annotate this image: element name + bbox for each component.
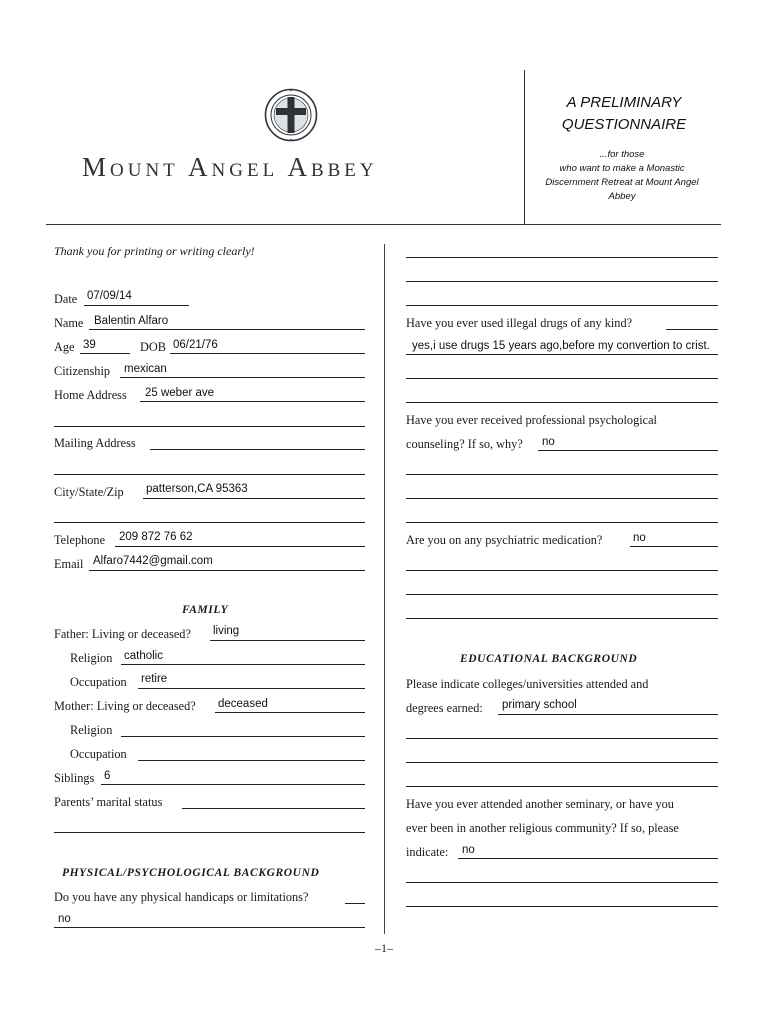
header-vertical-rule	[524, 70, 525, 224]
telephone-field[interactable]	[115, 546, 365, 547]
seminary-line-3[interactable]	[406, 906, 718, 907]
colleges-label-1: Please indicate colleges/universities attended and	[406, 677, 649, 691]
siblings-field[interactable]	[101, 784, 365, 785]
siblings-label: Siblings	[54, 771, 95, 785]
dob-label: DOB	[140, 340, 166, 354]
mother-religion-field[interactable]	[121, 736, 365, 737]
colleges-line-3[interactable]	[406, 762, 718, 763]
date-value: 07/09/14	[87, 290, 132, 302]
marital-status-label: Parents’ marital status	[54, 795, 163, 809]
column-divider	[384, 244, 385, 934]
counseling-value: no	[542, 436, 555, 448]
colleges-line-4[interactable]	[406, 786, 718, 787]
counseling-line-3[interactable]	[406, 498, 718, 499]
education-heading: EDUCATIONAL BACKGROUND	[460, 653, 638, 665]
home-address-value: 25 weber ave	[145, 387, 215, 399]
counseling-line-2[interactable]	[406, 474, 718, 475]
citizenship-label: Citizenship	[54, 364, 111, 378]
dob-value: 06/21/76	[173, 339, 218, 351]
handicaps-value: no	[58, 913, 71, 925]
title-line-2: QUESTIONNAIRE	[561, 116, 687, 133]
subtitle-line-2: who want to make a Monastic	[559, 163, 685, 174]
mother-occupation-label: Occupation	[70, 747, 127, 761]
mother-religion-label: Religion	[70, 723, 113, 737]
email-field[interactable]	[89, 570, 365, 571]
age-value: 39	[83, 339, 96, 351]
physical-heading: PHYSICAL/PSYCHOLOGICAL BACKGROUND	[62, 867, 320, 879]
subtitle-line-1: ...for those	[599, 149, 645, 160]
drugs-label: Have you ever used illegal drugs of any kind?	[406, 316, 633, 330]
colleges-value: primary school	[502, 699, 577, 711]
colleges-line-2[interactable]	[406, 738, 718, 739]
citizenship-value: mexican	[124, 363, 167, 375]
father-occupation-value: retire	[141, 673, 168, 685]
handicaps-field[interactable]	[345, 903, 365, 904]
blank-line-3[interactable]	[406, 305, 718, 306]
abbey-seal-icon	[264, 88, 318, 142]
dob-field[interactable]	[170, 353, 365, 354]
citizenship-field[interactable]	[120, 377, 365, 378]
counseling-label-1: Have you ever received professional psychological	[406, 413, 657, 427]
city-value: patterson,CA 95363	[146, 483, 248, 495]
medication-line-3[interactable]	[406, 594, 718, 595]
medication-field[interactable]	[630, 546, 718, 547]
page-subtitle	[530, 148, 714, 204]
family-heading: FAMILY	[182, 604, 229, 616]
handicaps-label: Do you have any physical handicaps or limitations?	[54, 890, 309, 904]
date-label: Date	[54, 292, 78, 306]
father-value: living	[213, 625, 240, 637]
father-field[interactable]	[210, 640, 365, 641]
abbey-name: Mount Angel Abbey	[82, 152, 378, 182]
title-line-1: A PRELIMINARY	[566, 94, 682, 111]
drugs-field[interactable]	[666, 329, 718, 330]
medication-line-4[interactable]	[406, 618, 718, 619]
abbey-logo	[70, 70, 510, 200]
name-label: Name	[54, 316, 84, 330]
seminary-line-2[interactable]	[406, 882, 718, 883]
colleges-label-2: degrees earned:	[406, 701, 483, 715]
father-occupation-label: Occupation	[70, 675, 127, 689]
subtitle-line-4: Abbey	[608, 191, 636, 202]
marital-status-field[interactable]	[182, 808, 365, 809]
counseling-field[interactable]	[538, 450, 718, 451]
drugs-line-4[interactable]	[406, 402, 718, 403]
mother-occupation-field[interactable]	[138, 760, 365, 761]
name-value: Balentin Alfaro	[94, 315, 169, 327]
age-field[interactable]	[80, 353, 130, 354]
home-address-label: Home Address	[54, 388, 127, 402]
seminary-label-3: indicate:	[406, 845, 449, 859]
seminary-label-1: Have you ever attended another seminary, or have you	[406, 797, 674, 811]
intro-text: Thank you for printing or writing clearly!	[54, 244, 255, 258]
page-number: –1–	[375, 941, 393, 955]
telephone-value: 209 872 76 62	[119, 531, 193, 543]
email-label: Email	[54, 557, 84, 571]
father-occupation-field[interactable]	[138, 688, 365, 689]
seminary-value: no	[462, 844, 475, 856]
mother-field[interactable]	[215, 712, 365, 713]
counseling-label-2: counseling? If so, why?	[406, 437, 523, 451]
seminary-field[interactable]	[458, 858, 718, 859]
drugs-value: yes,i use drugs 15 years ago,before my convertion to crist.	[412, 340, 710, 352]
age-label: Age	[54, 340, 75, 354]
mother-value: deceased	[218, 698, 268, 710]
medication-label: Are you on any psychiatric medication?	[406, 533, 603, 547]
email-value: Alfaro7442@gmail.com	[93, 555, 213, 567]
colleges-field[interactable]	[498, 714, 718, 715]
mother-label: Mother: Living or deceased?	[54, 699, 196, 713]
mailing-address-label: Mailing Address	[54, 436, 136, 450]
home-address-field[interactable]	[140, 401, 365, 402]
date-field[interactable]	[84, 305, 189, 306]
home-address-line-2[interactable]	[54, 426, 365, 427]
counseling-line-4[interactable]	[406, 522, 718, 523]
mailing-address-field[interactable]	[150, 449, 365, 450]
father-religion-field[interactable]	[121, 664, 365, 665]
city-label: City/State/Zip	[54, 485, 124, 499]
father-label: Father: Living or deceased?	[54, 627, 191, 641]
drugs-line-3[interactable]	[406, 378, 718, 379]
handicaps-line-2[interactable]	[54, 927, 365, 928]
seminary-label-2: ever been in another religious community? If so, please	[406, 821, 679, 835]
mailing-address-line-2[interactable]	[54, 474, 365, 475]
father-religion-value: catholic	[124, 650, 163, 662]
blank-line-2[interactable]	[406, 281, 718, 282]
page-title	[527, 92, 721, 136]
city-line-2[interactable]	[54, 522, 365, 523]
father-religion-label: Religion	[70, 651, 113, 665]
telephone-label: Telephone	[54, 533, 106, 547]
medication-value: no	[633, 532, 646, 544]
marital-status-line-2[interactable]	[54, 832, 365, 833]
medication-line-2[interactable]	[406, 570, 718, 571]
blank-line-1[interactable]	[406, 257, 718, 258]
header-horizontal-rule	[46, 224, 721, 225]
name-field[interactable]	[89, 329, 365, 330]
city-field[interactable]	[143, 498, 365, 499]
drugs-line-2[interactable]	[406, 354, 718, 355]
siblings-value: 6	[104, 770, 111, 782]
subtitle-line-3: Discernment Retreat at Mount Angel	[545, 177, 699, 188]
